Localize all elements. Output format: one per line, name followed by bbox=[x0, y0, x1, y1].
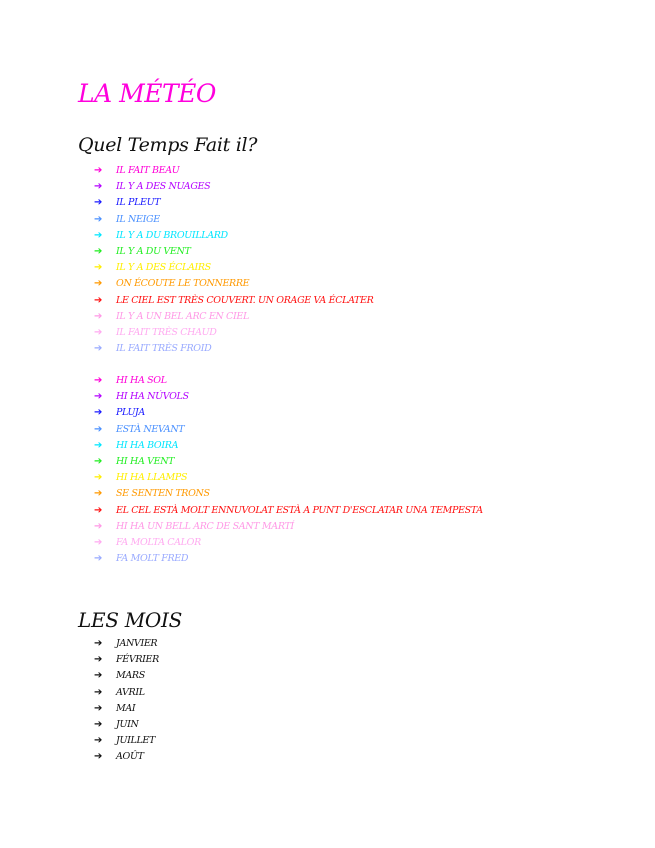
arrow-icon: ➔ bbox=[94, 294, 103, 306]
arrow-icon: ➔ bbox=[94, 213, 103, 225]
list-item-text: IL PLEUT bbox=[116, 197, 161, 209]
arrow-icon: ➔ bbox=[94, 735, 103, 747]
list-item bbox=[94, 260, 373, 276]
list-item-text: EL CEL ESTÀ MOLT ENNUVOLAT ESTÀ A PUNT D'ESCLATAR UNA TEMPESTA bbox=[116, 504, 483, 516]
list-item-text: JANVIER bbox=[116, 638, 158, 649]
list-item bbox=[94, 519, 483, 535]
arrow-icon: ➔ bbox=[94, 455, 103, 467]
list-item bbox=[94, 652, 159, 668]
list-item-text: IL Y A DU VENT bbox=[116, 245, 191, 257]
list-item bbox=[94, 717, 159, 733]
list-item-text: IL Y A DU BROUILLARD bbox=[116, 229, 228, 241]
french-weather-list bbox=[94, 163, 373, 357]
list-item bbox=[94, 438, 483, 454]
list-item-text: HI HA LLAMPS bbox=[116, 472, 188, 484]
list-item bbox=[94, 422, 483, 438]
list-item-text: HI HA UN BELL ARC DE SANT MARTÍ bbox=[116, 520, 294, 532]
list-item bbox=[94, 293, 373, 309]
arrow-icon: ➔ bbox=[94, 326, 103, 338]
list-item bbox=[94, 405, 483, 421]
arrow-icon: ➔ bbox=[94, 536, 103, 548]
arrow-icon: ➔ bbox=[94, 391, 103, 403]
list-item-text: LE CIEL EST TRÈS COUVERT. UN ORAGE VA ÉCLATER bbox=[116, 294, 374, 306]
list-item bbox=[94, 535, 483, 551]
months-title: LES MOIS bbox=[78, 608, 183, 632]
arrow-icon: ➔ bbox=[94, 520, 103, 532]
section-subtitle: Quel Temps Fait il? bbox=[78, 134, 258, 156]
arrow-icon: ➔ bbox=[94, 165, 103, 176]
arrow-icon: ➔ bbox=[94, 638, 103, 649]
list-item-text: ON ÉCOUTE LE TONNERRE bbox=[116, 278, 250, 290]
arrow-icon: ➔ bbox=[94, 686, 103, 698]
list-item bbox=[94, 636, 159, 652]
arrow-icon: ➔ bbox=[94, 670, 103, 682]
list-item-text: IL FAIT TRÈS FROID bbox=[116, 343, 212, 355]
list-item-text: ESTÀ NEVANT bbox=[116, 423, 185, 435]
arrow-icon: ➔ bbox=[94, 310, 103, 322]
list-item-text: FÉVRIER bbox=[116, 654, 159, 666]
arrow-icon: ➔ bbox=[94, 407, 103, 419]
list-item-text: IL FAIT BEAU bbox=[116, 165, 180, 176]
list-item-text: PLUJA bbox=[116, 407, 145, 419]
list-item bbox=[94, 470, 483, 486]
arrow-icon: ➔ bbox=[94, 472, 103, 484]
list-item-text: IL NEIGE bbox=[116, 213, 160, 225]
arrow-icon: ➔ bbox=[94, 181, 103, 193]
list-item bbox=[94, 163, 373, 179]
list-item bbox=[94, 454, 483, 470]
arrow-icon: ➔ bbox=[94, 718, 103, 730]
list-item-text: AVRIL bbox=[116, 686, 145, 698]
arrow-icon: ➔ bbox=[94, 751, 103, 763]
arrow-icon: ➔ bbox=[94, 245, 103, 257]
months-list bbox=[94, 636, 159, 766]
arrow-icon: ➔ bbox=[94, 702, 103, 714]
list-item bbox=[94, 733, 159, 749]
list-item bbox=[94, 486, 483, 502]
list-item-text: IL Y A DES ÉCLAIRS bbox=[116, 262, 211, 274]
list-item bbox=[94, 179, 373, 195]
list-item-text: FA MOLTA CALOR bbox=[116, 536, 201, 548]
catalan-weather-list bbox=[94, 373, 483, 567]
list-item bbox=[94, 389, 483, 405]
list-item-text: MAI bbox=[116, 702, 136, 714]
list-item bbox=[94, 668, 159, 684]
arrow-icon: ➔ bbox=[94, 553, 103, 565]
list-item-text: MARS bbox=[116, 670, 145, 682]
list-item-text: IL Y A DES NUAGES bbox=[116, 181, 211, 193]
arrow-icon: ➔ bbox=[94, 278, 103, 290]
list-item bbox=[94, 228, 373, 244]
list-item bbox=[94, 551, 483, 567]
list-item bbox=[94, 276, 373, 292]
arrow-icon: ➔ bbox=[94, 375, 103, 386]
arrow-icon: ➔ bbox=[94, 197, 103, 209]
list-item bbox=[94, 212, 373, 228]
arrow-icon: ➔ bbox=[94, 423, 103, 435]
arrow-icon: ➔ bbox=[94, 504, 103, 516]
list-item bbox=[94, 749, 159, 765]
list-item bbox=[94, 195, 373, 211]
list-item-text: HI HA VENT bbox=[116, 455, 175, 467]
list-item bbox=[94, 325, 373, 341]
list-item-text: SE SENTEN TRONS bbox=[116, 488, 210, 500]
arrow-icon: ➔ bbox=[94, 343, 103, 355]
page-title: LA MÉTÉO bbox=[78, 79, 216, 108]
list-item-text: HI HA NÚVOLS bbox=[116, 391, 189, 403]
list-item bbox=[94, 685, 159, 701]
list-item bbox=[94, 503, 483, 519]
arrow-icon: ➔ bbox=[94, 654, 103, 666]
arrow-icon: ➔ bbox=[94, 229, 103, 241]
arrow-icon: ➔ bbox=[94, 488, 103, 500]
list-item bbox=[94, 373, 483, 389]
arrow-icon: ➔ bbox=[94, 439, 103, 451]
list-item-text: HI HA BOIRA bbox=[116, 439, 179, 451]
list-item bbox=[94, 244, 373, 260]
list-item-text: FA MOLT FRED bbox=[116, 553, 189, 565]
list-item bbox=[94, 701, 159, 717]
list-item-text: HI HA SOL bbox=[116, 375, 167, 386]
list-item-text: JUILLET bbox=[116, 735, 156, 747]
list-item-text: JUIN bbox=[116, 718, 139, 730]
list-item-text: IL Y A UN BEL ARC EN CIEL bbox=[116, 310, 249, 322]
list-item-text: IL FAIT TRÈS CHAUD bbox=[116, 326, 217, 338]
list-item bbox=[94, 341, 373, 357]
list-item-text: AOÛT bbox=[116, 751, 144, 763]
list-item bbox=[94, 309, 373, 325]
arrow-icon: ➔ bbox=[94, 262, 103, 274]
